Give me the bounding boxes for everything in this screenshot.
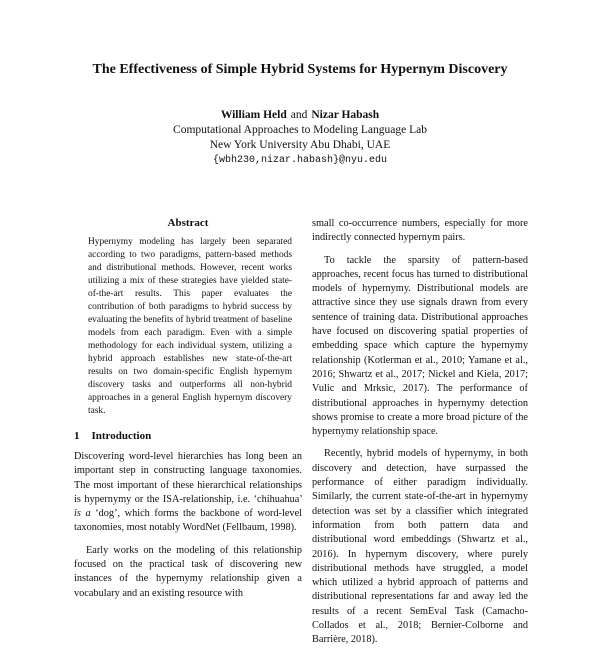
section-number: 1 (74, 430, 80, 442)
abstract-heading: Abstract (167, 217, 209, 229)
paragraph-text: ‘dog’, which forms the backbone of word-level taxonomies, most notably WordNet (Fellbaum, 1998). (74, 508, 302, 534)
paper-title: The Effectiveness of Simple Hybrid Systems for Hypernym Discovery (92, 62, 508, 77)
affiliation-lab: Computational Approaches to Modeling Language Lab (173, 124, 427, 136)
abstract-text: Hypernymy modeling has largely been separated according to two paradigms, pattern-based methods and distributional methods. However, recent works utilizing a mix of these strategies have yielded state-of-the-art results. This paper evaluates the contribution of both paradigms to hybrid success by evaluating the benefits of hybrid treatment of baseline models from each paradigm. Even with a simple methodology for each individual system, utilizing a hybrid approach establishes new state-of-the-art results on two domain-specific English hypernym discovery tasks and outperforms all non-hybrid approaches in a general English hypernym discovery task. (88, 237, 292, 416)
section-heading (74, 430, 302, 442)
left-column-body (74, 450, 302, 609)
affiliation-university: New York University Abu Dhabi, UAE (209, 139, 391, 151)
author-block (0, 108, 600, 168)
emphasis-text: is a (74, 508, 91, 520)
right-column-body (312, 217, 528, 656)
section-title: Introduction (91, 430, 152, 442)
author-conjunction: and (290, 109, 308, 121)
paragraph-text: Discovering word-level hierarchies has long been an important step in constructing language taxonomies. The most important of these hierarchical relationships is hypernymy or the ISA-relationship, i.e. ‘chihuahua’ (74, 451, 302, 505)
author-name: William Held (220, 109, 287, 121)
paragraph (74, 450, 302, 536)
author-names (0, 108, 600, 123)
author-emails: {wbh230,nizar.habash}@nyu.edu (212, 155, 388, 166)
paragraph: Early works on the modeling of this relationship focused on the practical task of discovering new instances of the hypernymy relationship given a vocabulary and an existing resource with (74, 544, 302, 599)
author-name: Nizar Habash (311, 109, 380, 121)
paragraph: To tackle the sparsity of pattern-based approaches, recent focus has turned to distributional models of hypernymy. Distributional models are attractive since they use signals drawn from every sentence of training data. Distributional approaches have focused on discovering spatial properties of embedding space which capture the hypernymy relationship (Kotlerman et al., 2010; Yamane et al., 2016; Shwartz et al., 2017; Nickel and Kiela, 2017; Vulic and Mrksic, 2017). The performance of distributional approaches in hypernymy detection shows promise to create a more broad picture of the hypernymy relationship space. (312, 254, 528, 438)
paragraph: small co-occurrence numbers, especially for more indirectly connected hypernym pairs. (312, 218, 528, 244)
paragraph: Recently, hybrid models of hypernymy, in both discovery and detection, have surpassed the performance of either paradigm individually. Similarly, the current state-of-the-art in hypernymy detection was set by a classifier which integrated information from both pattern data and distributional word embeddings (Shwartz et al., 2016). In hypernym discovery, where purely distributional methods have struggled, a model which utilized a hybrid approach of patterns and distributional representations far and away led the results of a recent SemEval Task (Camacho-Collados et al., 2018; Bernier-Colborne and Barrière, 2018). (312, 448, 528, 646)
